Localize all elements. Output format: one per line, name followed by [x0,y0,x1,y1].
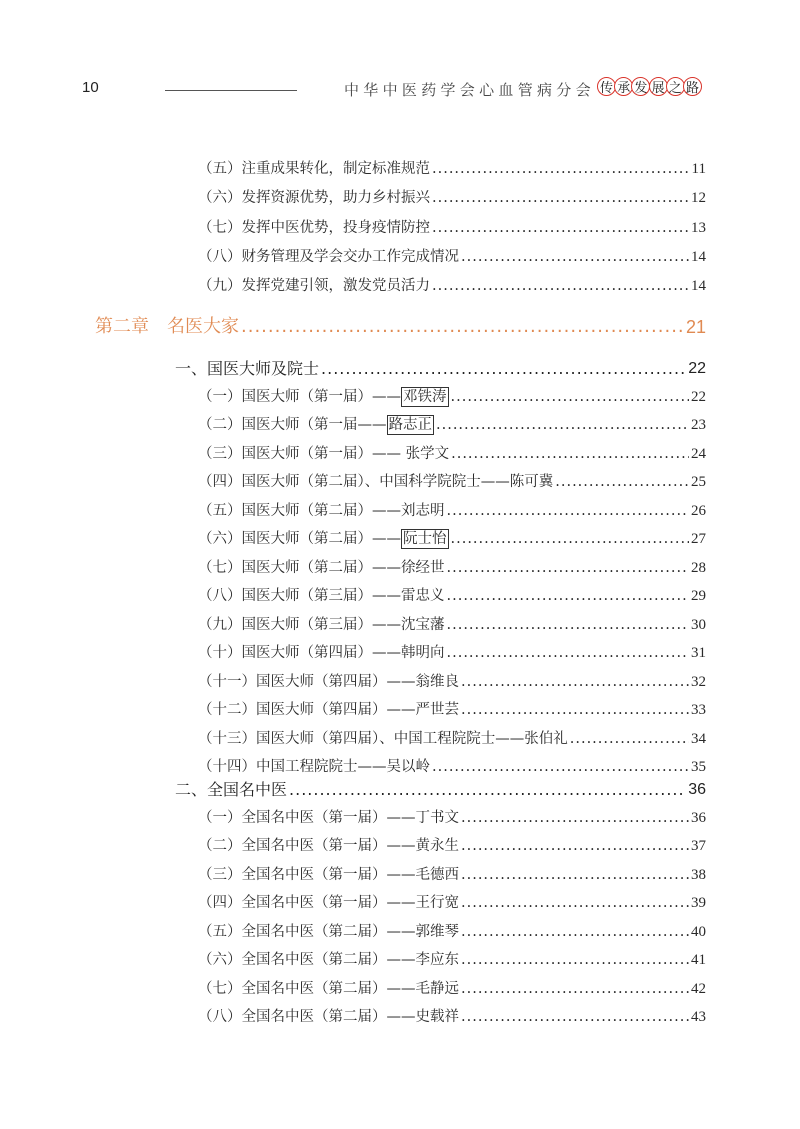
page-number: 10 [82,79,99,96]
person-name: 徐经世 [401,559,445,576]
toc-entry[interactable] [198,921,706,943]
person-name: 韩明向 [401,645,445,661]
toc-entry-label [198,671,459,693]
dot-leader [432,224,689,239]
person-name: 郭维琴 [415,923,459,940]
person-name: 张伯礼 [524,730,568,747]
circled-char: 发 [631,77,650,96]
dot-leader [241,323,684,341]
toc-entry-label [198,443,449,465]
entry-prefix: （九）国医大师（第三届）—— [198,616,401,633]
person-name: 毛德西 [415,866,459,883]
dot-leader [447,650,690,665]
dot-leader [461,957,689,972]
toc-entry[interactable] [198,585,706,607]
dot-leader [447,593,690,608]
entry-prefix: （二）全国名中医（第一届）—— [198,838,416,854]
toc-page-number: 40 [691,923,706,940]
entry-prefix: （八）国医大师（第三届）—— [198,588,401,604]
toc-entry[interactable] [198,1006,706,1028]
dot-leader [432,764,689,779]
person-name: 李应东 [415,952,459,968]
circled-title [597,77,700,96]
dot-leader [432,166,690,181]
circled-char: 之 [666,77,685,96]
toc-entry-label [198,921,459,943]
toc-page-number: 14 [691,248,706,265]
dot-leader [461,900,689,915]
toc-entry-label [198,756,430,778]
dot-leader [461,814,689,829]
entry-prefix: （十二）国医大师（第四届）—— [198,702,416,718]
person-name: 阮士怡 [403,531,447,547]
toc-entry[interactable] [198,528,706,550]
toc-page-number: 22 [688,360,706,377]
toc-page-number: 12 [691,190,706,207]
toc-entry-label [198,614,445,636]
dot-leader [461,253,689,268]
entry-prefix: （八）全国名中医（第二届）—— [198,1009,416,1025]
toc-page-number: 13 [691,219,706,236]
toc-entry-label [198,528,449,550]
toc-page-number: 41 [691,952,706,968]
toc-page-number: 21 [685,317,706,337]
dot-leader [555,479,689,494]
toc-entry[interactable] [175,778,706,802]
dot-leader [461,707,689,722]
person-name: 陈可冀 [509,474,554,490]
circled-char: 承 [614,77,633,96]
toc-entry-label [198,500,445,522]
entry-prefix: （二）国医大师（第一届—— [198,417,387,433]
entry-prefix: （四）国医大师（第二届）、中国科学院院士—— [198,474,510,490]
toc-entry-label [198,699,459,721]
toc-page-number: 11 [691,161,706,177]
toc-entry[interactable] [198,642,706,664]
dot-leader [570,735,689,750]
dot-leader [321,365,686,381]
toc-entry[interactable] [198,275,706,297]
toc-entry-label [198,949,459,971]
toc-entry[interactable] [198,699,706,721]
toc-page-number: 36 [688,781,706,798]
dot-leader [451,536,690,551]
entry-prefix: （一）全国名中医（第一届）—— [198,809,416,826]
toc-page-number: 28 [691,559,706,576]
entry-prefix: （五）国医大师（第二届）—— [198,502,401,519]
toc-entry[interactable] [198,671,706,693]
entry-prefix: （十四）中国工程院院士—— [198,759,387,775]
toc-entry-label [198,414,434,436]
toc-page-number: 24 [691,445,706,462]
person-name: 张学文 [405,445,450,462]
toc-page-number: 14 [691,278,706,295]
toc-page-number: 32 [691,673,706,690]
toc-entry[interactable] [198,557,706,579]
dot-leader [461,985,689,1000]
toc-entry[interactable] [95,313,706,341]
entry-prefix: （十三）国医大师（第四届）、中国工程院院士—— [198,730,525,747]
dot-leader [451,393,690,408]
toc-entry[interactable] [198,756,706,778]
toc-page-number: 25 [691,474,706,490]
toc-page-number: 27 [691,531,706,547]
toc-entry-label [198,978,459,1000]
person-name: 史载祥 [415,1009,459,1025]
toc-page-number: 30 [691,616,706,633]
toc-entry-label [198,892,459,914]
toc-entry[interactable] [198,386,706,408]
toc-entry[interactable] [198,949,706,971]
toc-page-number: 43 [691,1009,706,1025]
person-name: 黄永生 [415,838,459,854]
toc-entry[interactable] [198,864,706,886]
toc-entry-label: 二、全国名中医 [175,780,288,799]
toc-page-number: 33 [691,702,706,718]
dot-leader [461,1014,689,1029]
toc-entry-label [198,864,459,886]
toc-entry[interactable] [198,500,706,522]
toc-entry[interactable] [198,835,706,857]
toc-page-number: 22 [691,388,706,405]
toc-entry[interactable] [175,357,706,381]
person-name: 沈宝藩 [401,616,445,633]
toc-entry-label [198,1006,459,1028]
toc-page-number: 36 [691,809,706,826]
toc-entry-label [198,728,568,750]
toc-entry-label: （八）财务管理及学会交办工作完成情况 [198,248,459,265]
person-name: 刘志明 [401,502,445,519]
dot-leader [432,283,689,298]
toc-entry-label [198,807,459,829]
dot-leader [461,678,689,693]
toc-page-number: 29 [691,588,706,604]
person-name: 路志正 [388,417,432,433]
toc-page-number: 26 [691,502,706,519]
person-name: 王行宽 [415,895,459,911]
dot-leader [461,843,689,858]
person-name: 邓铁涛 [403,388,447,405]
toc-entry[interactable] [198,892,706,914]
entry-prefix: （一）国医大师（第一届）—— [198,388,401,405]
circled-char: 路 [683,77,702,96]
toc-entry-label [198,835,459,857]
toc-entry[interactable] [198,978,706,1000]
person-name: 严世芸 [415,702,459,718]
entry-prefix: （四）全国名中医（第一届）—— [198,895,416,911]
toc-entry-label: （七）发挥中医优势，投身疫情防控 [198,219,430,236]
toc-entry[interactable] [198,807,706,829]
entry-prefix: （六）全国名中医（第二届）—— [198,952,416,968]
dot-leader [461,871,689,886]
dot-leader [451,450,689,465]
dot-leader [436,422,689,437]
toc-entry-label: （五）注重成果转化，制定标准规范 [198,161,430,177]
toc-entry-label [198,557,445,579]
toc-page-number: 39 [691,895,706,911]
toc-page-number: 23 [691,417,706,433]
person-name: 丁书文 [415,809,459,826]
toc-page-number: 37 [691,838,706,854]
toc-page-number: 38 [691,866,706,883]
dot-leader [432,195,689,210]
toc-page-number: 42 [691,980,706,997]
toc-entry[interactable] [198,443,706,465]
dot-leader [447,621,690,636]
toc-entry-label: （六）发挥资源优势，助力乡村振兴 [198,190,430,207]
dot-leader [461,928,689,943]
toc-entry[interactable] [198,471,706,493]
toc-entry[interactable] [198,614,706,636]
dot-leader [447,564,690,579]
toc-entry-label [198,386,449,408]
toc-page-number: 35 [691,759,706,775]
entry-prefix: （三）国医大师（第一届）—— [198,445,406,462]
entry-prefix: （十）国医大师（第四届）—— [198,645,401,661]
toc-entry[interactable] [198,414,706,436]
header-rule [165,90,297,91]
dot-leader [447,507,690,522]
toc-entry[interactable] [198,158,706,180]
entry-prefix: （七）国医大师（第二届）—— [198,559,401,576]
circled-char: 传 [597,77,616,96]
toc-entry[interactable] [198,246,706,268]
toc-entry[interactable] [198,217,706,239]
toc-entry-label: 一、国医大师及院士 [175,359,320,378]
entry-prefix: （七）全国名中医（第二届）—— [198,980,416,997]
entry-prefix: （三）全国名中医（第一届）—— [198,866,416,883]
header-title: 中华中医药学会心血管病分会 [344,81,595,99]
person-name: 毛静远 [415,980,459,997]
toc-entry-label: 第二章 名医大家 [95,316,239,337]
toc-page-number: 31 [691,645,706,661]
toc-entry-label [198,642,445,664]
toc-entry-label [198,471,553,493]
toc-entry[interactable] [198,728,706,750]
toc-entry-label: （九）发挥党建引领，激发党员活力 [198,278,430,295]
dot-leader [289,786,686,802]
person-name: 雷忠义 [401,588,445,604]
person-name: 翁维良 [415,673,459,690]
person-name: 吴以岭 [386,759,430,775]
entry-prefix: （十一）国医大师（第四届）—— [198,673,416,690]
toc-page-number: 34 [691,730,706,747]
toc-entry-label [198,585,445,607]
toc-entry[interactable] [198,187,706,209]
circled-char: 展 [649,77,668,96]
entry-prefix: （五）全国名中医（第二届）—— [198,923,416,940]
entry-prefix: （六）国医大师（第二届）—— [198,531,401,547]
